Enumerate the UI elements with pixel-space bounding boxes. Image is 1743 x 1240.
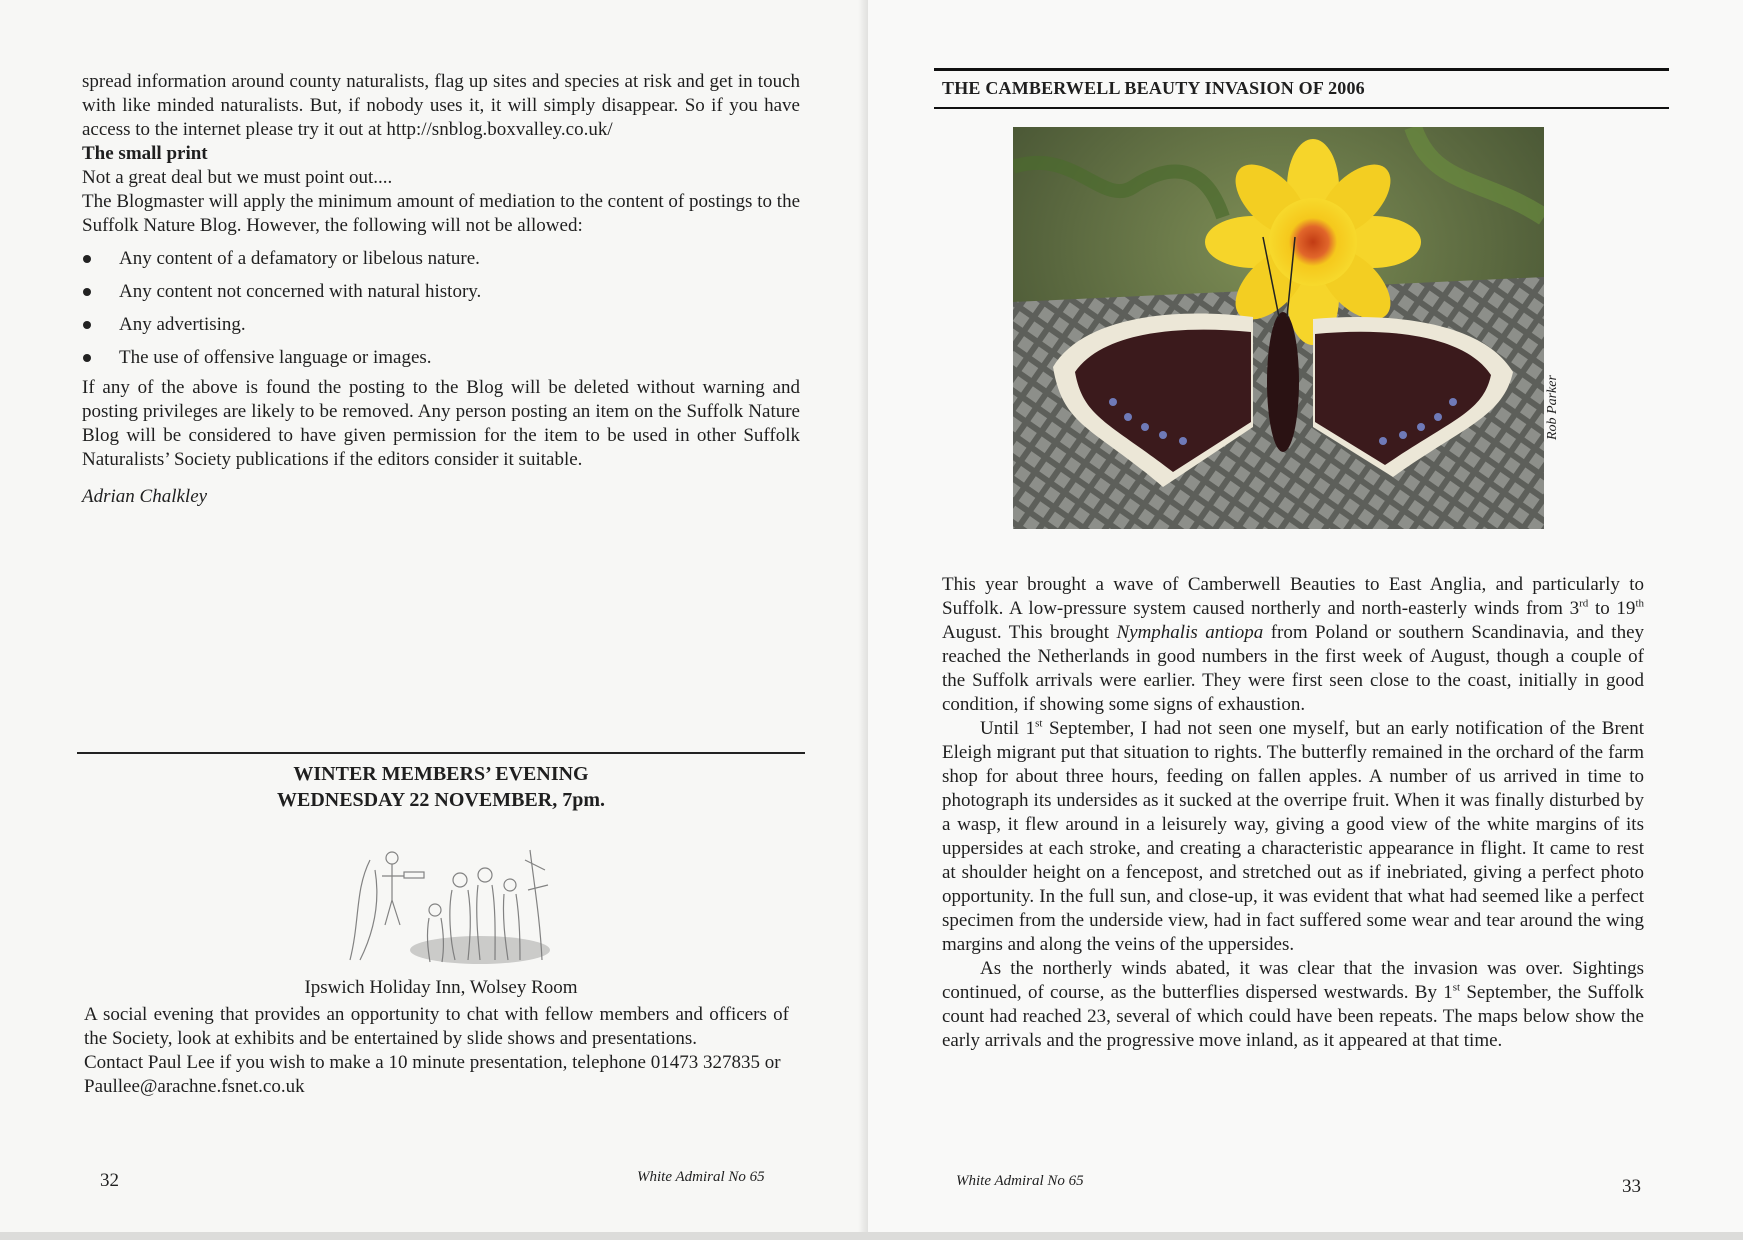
list-item: Any content of a defamatory or libelous nature. — [82, 242, 800, 275]
event-description-block — [84, 1003, 789, 1099]
event-title-line-1: WINTER MEMBERS’ EVENING — [293, 763, 589, 785]
footer-publication-left: White Admiral No 65 — [637, 1169, 765, 1185]
title-rule-top — [934, 68, 1669, 71]
butterfly-photo — [1013, 127, 1544, 529]
section-divider — [77, 752, 805, 754]
group-sketch-illustration — [330, 830, 560, 970]
article-paragraph-1: This year brought a wave of Camberwell Beauties to East Anglia, and particularly to Suffolk. A low-pressure system caused northerly and north-easterly winds from 3rd to 19th August. This brought Nymphalis antiopa from Poland or southern Scandinavia, and they reached the Netherlands in good numbers in the first week of August, though a couple of the Suffolk arrivals were earlier. They were first seen close to the coast, initially in good condition, if showing some signs of exhaustion. — [942, 574, 1645, 715]
scan-edge — [0, 1232, 1743, 1240]
footer-publication-right: White Admiral No 65 — [956, 1173, 1084, 1189]
article-title: THE CAMBERWELL BEAUTY INVASION OF 2006 — [942, 78, 1365, 98]
article-paragraph-2: Until 1st September, I had not seen one myself, but an early notification of the Brent Eleigh migrant put that situation to rights. The butterfly remained in the orchard of the farm shop for about three hours, feeding on fallen apples. A number of us arrived in time to photograph its undersides as it sucked at the overripe fruit. When it was finally disturbed by a wasp, it flew around in a leisurely way, giving a good view of the white margins of its uppersides at each stroke, and creating a characteristic appearance in flight. It came to rest at shoulder height on a fencepost, and stretched out as if inebriated, giving a perfect photo opportunity. In the full sun, and close-up, it was evident that what had seemed like a perfect specimen from the underside view, had in fact suffered some wear and tear around the wing margins and along the veins of the uppersides. — [942, 717, 1644, 955]
author-signature: Adrian Chalkley — [82, 486, 208, 507]
list-item: Any content not concerned with natural history. — [82, 275, 800, 308]
list-item: The use of offensive language or images. — [82, 341, 800, 374]
event-contact: Contact Paul Lee if you wish to make a 10 minute presentation, telephone 01473 327835 or Paullee@arachne.fsnet.co.uk — [84, 1052, 781, 1097]
event-title-line-2: WEDNESDAY 22 NOVEMBER, 7pm. — [276, 789, 605, 811]
photo-credit: Rob Parker — [1545, 375, 1560, 440]
page-number-left: 32 — [100, 1170, 119, 1191]
blog-intro-paragraph: spread information around county naturalists, flag up sites and species at risk and get in touch with like minded naturalists. But, if nobody uses it, it will simply disappear. So if you have access to the internet please try it out at http://snblog.boxvalley.co.uk/ — [82, 71, 800, 140]
disallowed-list — [82, 242, 800, 374]
bullet-icon — [83, 255, 91, 263]
list-item: Any advertising. — [82, 308, 800, 341]
title-rule-bottom — [934, 107, 1669, 109]
page-number-right: 33 — [1622, 1176, 1641, 1197]
event-title — [77, 761, 805, 813]
event-description: A social evening that provides an opportunity to chat with fellow members and officers of the Society, look at exhibits and be entertained by slide shows and presentations. — [84, 1004, 789, 1049]
mediation-paragraph: The Blogmaster will apply the minimum amount of mediation to the content of postings to the Suffolk Nature Blog. However, the following will not be allowed: — [82, 191, 800, 236]
bullet-icon — [83, 354, 91, 362]
species-name: Nymphalis antiopa — [1116, 622, 1264, 643]
left-page — [0, 0, 868, 1240]
bullet-icon — [83, 321, 91, 329]
closing-paragraph: If any of the above is found the posting to the Blog will be deleted without warning and posting privileges are likely to be removed. Any person posting an item on the Suffolk Nature Blog will be considered to have given permission for the item to be used in other Suffolk Naturalists’ Society publications if the editors consider it suitable. — [82, 377, 800, 470]
event-venue: Ipswich Holiday Inn, Wolsey Room — [304, 977, 578, 998]
article-paragraph-3: As the northerly winds abated, it was clear that the invasion was over. Sightings continued, of course, as the butterflies dispersed westwards. By 1st September, the Suffolk count had reached 23, several of which could have been repeats. The maps below show the early arrivals and the progressive move inland, as it appeared at that time. — [942, 958, 1644, 1051]
camberwell-beauty-image — [1013, 127, 1544, 529]
right-article-text — [942, 573, 1644, 1053]
small-print-lead: Not a great deal but we must point out.... — [82, 167, 393, 188]
bullet-icon — [83, 288, 91, 296]
left-article-text — [82, 70, 800, 508]
small-print-heading: The small print — [82, 143, 208, 164]
